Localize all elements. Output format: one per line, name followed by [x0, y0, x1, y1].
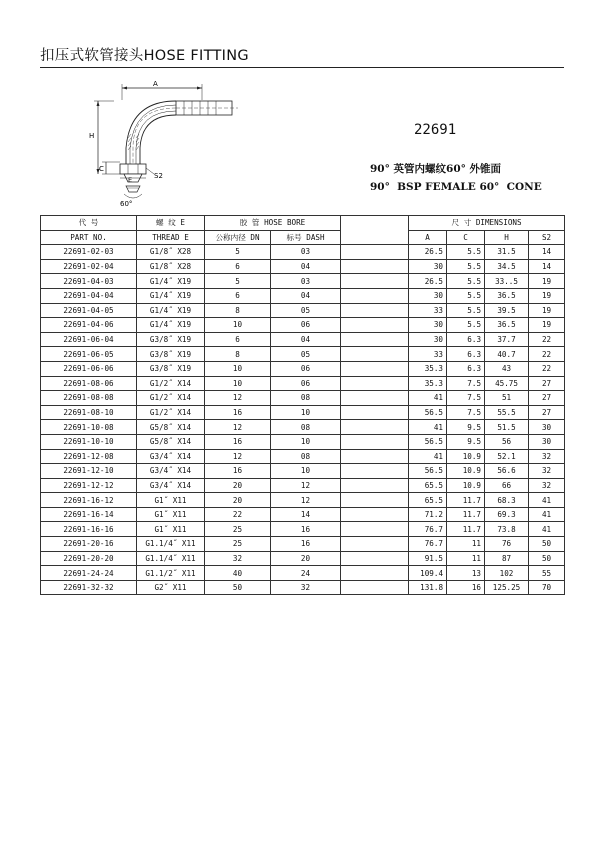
header-row-top: [41, 216, 565, 231]
cell-dash: 06: [271, 361, 341, 376]
cell-thread: G3/8˝ X19: [137, 332, 205, 347]
cell-dim-c: 5.5: [447, 274, 485, 289]
cell-dim-h: 36.5: [485, 318, 529, 333]
cell-dim-c: 11.7: [447, 493, 485, 508]
cell-dim-h: 87: [485, 551, 529, 566]
header-dim-a: A: [409, 230, 447, 245]
cell-dim-a: 56.5: [409, 434, 447, 449]
cell-dim-s2: 22: [529, 332, 565, 347]
cell-dn: 12: [205, 420, 271, 435]
cell-blank: [341, 507, 409, 522]
cell-blank: [341, 434, 409, 449]
cell-dim-a: 30: [409, 288, 447, 303]
document-title: 扣压式软管接头HOSE FITTING: [40, 48, 249, 64]
cell-part-no: 22691-32-32: [41, 580, 137, 595]
cell-part-no: 22691-04-04: [41, 288, 137, 303]
cell-blank: [341, 420, 409, 435]
cell-thread: G1/8˝ X28: [137, 259, 205, 274]
cell-dim-s2: 32: [529, 449, 565, 464]
cell-dim-h: 52.1: [485, 449, 529, 464]
cell-dim-s2: 19: [529, 288, 565, 303]
cell-blank: [341, 332, 409, 347]
cell-dim-h: 36.5: [485, 288, 529, 303]
table-row: [41, 522, 565, 537]
cell-dash: 05: [271, 347, 341, 362]
cell-blank: [341, 464, 409, 479]
cell-dash: 12: [271, 493, 341, 508]
cell-thread: G1/4˝ X19: [137, 318, 205, 333]
fitting-drawing: [84, 78, 244, 208]
cell-part-no: 22691-10-08: [41, 420, 137, 435]
header-part-no: PART NO.: [41, 230, 137, 245]
table-row: [41, 434, 565, 449]
cell-dn: 6: [205, 259, 271, 274]
cell-dash: 08: [271, 449, 341, 464]
cell-blank: [341, 537, 409, 552]
cell-blank: [341, 580, 409, 595]
cell-dim-h: 37.7: [485, 332, 529, 347]
cell-dash: 03: [271, 245, 341, 260]
table-row: [41, 259, 565, 274]
cell-dim-a: 65.5: [409, 493, 447, 508]
cell-blank: [341, 376, 409, 391]
table-row: [41, 420, 565, 435]
cell-dim-c: 5.5: [447, 303, 485, 318]
cell-dim-a: 71.2: [409, 507, 447, 522]
dim-s2-label: S2: [154, 172, 163, 180]
description-chinese: 90° 英管内螺纹60° 外锥面: [370, 163, 502, 175]
cell-dash: 16: [271, 537, 341, 552]
cell-thread: G1/2˝ X14: [137, 405, 205, 420]
table-row: [41, 493, 565, 508]
cell-thread: G1˝ X11: [137, 507, 205, 522]
cell-part-no: 22691-16-14: [41, 507, 137, 522]
dim-e-label: E: [128, 176, 133, 184]
cell-dn: 5: [205, 274, 271, 289]
cell-thread: G1/4˝ X19: [137, 274, 205, 289]
cell-dim-s2: 50: [529, 551, 565, 566]
cell-part-no: 22691-16-12: [41, 493, 137, 508]
cell-dim-h: 69.3: [485, 507, 529, 522]
cell-dash: 06: [271, 376, 341, 391]
header-thread-cn: 螺 纹 E: [137, 216, 205, 231]
cell-dash: 10: [271, 405, 341, 420]
cell-dim-c: 6.3: [447, 332, 485, 347]
header-thread: THREAD E: [137, 230, 205, 245]
table-row: [41, 347, 565, 362]
cell-dn: 20: [205, 478, 271, 493]
cell-dim-a: 26.5: [409, 274, 447, 289]
cell-dim-c: 7.5: [447, 391, 485, 406]
cell-dim-s2: 19: [529, 303, 565, 318]
title-divider: [40, 67, 564, 68]
cell-blank: [341, 566, 409, 581]
cell-dash: 04: [271, 332, 341, 347]
cell-dim-a: 26.5: [409, 245, 447, 260]
cell-dim-c: 10.9: [447, 449, 485, 464]
cell-thread: G2˝ X11: [137, 580, 205, 595]
cell-dim-h: 43: [485, 361, 529, 376]
cell-blank: [341, 288, 409, 303]
header-part-no-cn: 代 号: [41, 216, 137, 231]
cell-part-no: 22691-08-10: [41, 405, 137, 420]
cell-dim-h: 68.3: [485, 493, 529, 508]
cell-dim-c: 9.5: [447, 420, 485, 435]
cell-blank: [341, 303, 409, 318]
cell-thread: G3/4˝ X14: [137, 464, 205, 479]
table-row: [41, 391, 565, 406]
cell-dim-s2: 30: [529, 434, 565, 449]
cell-part-no: 22691-10-10: [41, 434, 137, 449]
table-row: [41, 478, 565, 493]
cell-part-no: 22691-06-06: [41, 361, 137, 376]
cell-dim-a: 56.5: [409, 405, 447, 420]
cell-dash: 04: [271, 259, 341, 274]
cell-part-no: 22691-04-06: [41, 318, 137, 333]
cell-blank: [341, 347, 409, 362]
cell-dim-h: 31.5: [485, 245, 529, 260]
cell-blank: [341, 522, 409, 537]
cell-dim-s2: 41: [529, 522, 565, 537]
cell-dim-a: 109.4: [409, 566, 447, 581]
header-hose-bore: 胶 管 HOSE BORE: [205, 216, 341, 231]
cell-blank: [341, 318, 409, 333]
cell-dim-a: 33: [409, 347, 447, 362]
table-row: [41, 332, 565, 347]
cell-dim-c: 10.9: [447, 478, 485, 493]
cell-dn: 50: [205, 580, 271, 595]
cell-dim-h: 56.6: [485, 464, 529, 479]
cell-dim-s2: 41: [529, 507, 565, 522]
cell-blank: [341, 361, 409, 376]
cell-dim-s2: 32: [529, 478, 565, 493]
cell-thread: G1.1/4˝ X11: [137, 551, 205, 566]
cell-dn: 6: [205, 288, 271, 303]
cell-thread: G1/8˝ X28: [137, 245, 205, 260]
cell-dim-h: 45.75: [485, 376, 529, 391]
cell-dim-c: 5.5: [447, 288, 485, 303]
cell-dim-s2: 27: [529, 405, 565, 420]
cell-dash: 08: [271, 391, 341, 406]
cell-dim-h: 66: [485, 478, 529, 493]
header-dimensions: 尺 寸 DIMENSIONS: [409, 216, 565, 231]
cell-blank: [341, 274, 409, 289]
cell-part-no: 22691-04-05: [41, 303, 137, 318]
cell-part-no: 22691-04-03: [41, 274, 137, 289]
cell-part-no: 22691-16-16: [41, 522, 137, 537]
cell-dim-a: 76.7: [409, 537, 447, 552]
cell-dash: 24: [271, 566, 341, 581]
cell-thread: G1/2˝ X14: [137, 376, 205, 391]
cell-thread: G1/4˝ X19: [137, 288, 205, 303]
cell-dn: 16: [205, 464, 271, 479]
cell-thread: G3/8˝ X19: [137, 347, 205, 362]
cell-thread: G1.1/4˝ X11: [137, 537, 205, 552]
cell-dim-a: 30: [409, 259, 447, 274]
cell-dim-s2: 14: [529, 245, 565, 260]
cell-dn: 32: [205, 551, 271, 566]
cell-dash: 08: [271, 420, 341, 435]
cell-dim-c: 11: [447, 551, 485, 566]
cell-dim-h: 55.5: [485, 405, 529, 420]
dim-h-label: H: [89, 132, 95, 140]
table-row: [41, 303, 565, 318]
cell-part-no: 22691-24-24: [41, 566, 137, 581]
cell-dim-a: 56.5: [409, 464, 447, 479]
cell-dn: 12: [205, 391, 271, 406]
table-row: [41, 245, 565, 260]
cell-thread: G5/8˝ X14: [137, 434, 205, 449]
angle-label: 60°: [120, 200, 133, 208]
table-row: [41, 288, 565, 303]
header-dim-h: H: [485, 230, 529, 245]
cell-dn: 12: [205, 449, 271, 464]
cell-dim-c: 6.3: [447, 347, 485, 362]
cell-dim-c: 5.5: [447, 318, 485, 333]
cell-part-no: 22691-20-16: [41, 537, 137, 552]
dim-c-label: C: [99, 165, 104, 173]
cell-dim-c: 9.5: [447, 434, 485, 449]
table-row: [41, 551, 565, 566]
cell-dn: 10: [205, 376, 271, 391]
cell-part-no: 22691-12-08: [41, 449, 137, 464]
cell-dash: 12: [271, 478, 341, 493]
header-blank: [341, 216, 409, 245]
cell-dim-h: 102: [485, 566, 529, 581]
cell-blank: [341, 245, 409, 260]
cell-dn: 5: [205, 245, 271, 260]
cell-dn: 22: [205, 507, 271, 522]
cell-dim-s2: 32: [529, 464, 565, 479]
cell-dim-a: 30: [409, 318, 447, 333]
spec-table: [40, 215, 565, 595]
cell-dim-c: 7.5: [447, 376, 485, 391]
cell-dim-c: 6.3: [447, 361, 485, 376]
cell-blank: [341, 493, 409, 508]
cell-dn: 8: [205, 347, 271, 362]
cell-dim-s2: 19: [529, 274, 565, 289]
cell-dash: 04: [271, 288, 341, 303]
cell-blank: [341, 551, 409, 566]
cell-dim-a: 41: [409, 391, 447, 406]
cell-dn: 8: [205, 303, 271, 318]
cell-thread: G1˝ X11: [137, 522, 205, 537]
dim-a-label: A: [153, 80, 158, 88]
cell-dim-s2: 41: [529, 493, 565, 508]
table-row: [41, 274, 565, 289]
cell-dash: 14: [271, 507, 341, 522]
cell-dim-h: 73.8: [485, 522, 529, 537]
cell-thread: G3/4˝ X14: [137, 478, 205, 493]
cell-dn: 10: [205, 318, 271, 333]
cell-dim-h: 33..5: [485, 274, 529, 289]
cell-dim-h: 125.25: [485, 580, 529, 595]
cell-thread: G1/4˝ X19: [137, 303, 205, 318]
cell-dim-c: 13: [447, 566, 485, 581]
cell-dim-h: 34.5: [485, 259, 529, 274]
cell-dim-a: 131.8: [409, 580, 447, 595]
cell-dim-c: 11.7: [447, 507, 485, 522]
cell-dim-a: 33: [409, 303, 447, 318]
table-row: [41, 318, 565, 333]
table-row: [41, 537, 565, 552]
cell-dim-a: 35.3: [409, 376, 447, 391]
cell-dim-h: 76: [485, 537, 529, 552]
cell-part-no: 22691-12-10: [41, 464, 137, 479]
cell-dim-s2: 22: [529, 361, 565, 376]
cell-dash: 10: [271, 434, 341, 449]
cell-blank: [341, 391, 409, 406]
cell-dn: 16: [205, 434, 271, 449]
cell-thread: G5/8˝ X14: [137, 420, 205, 435]
cell-dim-c: 16: [447, 580, 485, 595]
cell-dash: 10: [271, 464, 341, 479]
cell-dash: 16: [271, 522, 341, 537]
cell-dim-c: 5.5: [447, 245, 485, 260]
cell-part-no: 22691-08-08: [41, 391, 137, 406]
model-number: 22691: [414, 122, 457, 138]
cell-dim-s2: 30: [529, 420, 565, 435]
cell-thread: G3/4˝ X14: [137, 449, 205, 464]
cell-dn: 20: [205, 493, 271, 508]
cell-dim-s2: 50: [529, 537, 565, 552]
header-dash: 标号 DASH: [271, 230, 341, 245]
cell-dn: 6: [205, 332, 271, 347]
cell-dim-s2: 70: [529, 580, 565, 595]
table-row: [41, 405, 565, 420]
cell-dash: 20: [271, 551, 341, 566]
cell-part-no: 22691-02-03: [41, 245, 137, 260]
cell-dim-s2: 14: [529, 259, 565, 274]
cell-dim-c: 7.5: [447, 405, 485, 420]
cell-dim-a: 76.7: [409, 522, 447, 537]
cell-part-no: 22691-12-12: [41, 478, 137, 493]
cell-dim-h: 39.5: [485, 303, 529, 318]
cell-dim-a: 65.5: [409, 478, 447, 493]
table-row: [41, 464, 565, 479]
cell-dim-c: 5.5: [447, 259, 485, 274]
spec-table-body: [41, 245, 565, 595]
cell-dim-c: 11: [447, 537, 485, 552]
cell-dash: 05: [271, 303, 341, 318]
cell-dim-a: 91.5: [409, 551, 447, 566]
cell-dim-h: 51.5: [485, 420, 529, 435]
cell-part-no: 22691-08-06: [41, 376, 137, 391]
cell-dash: 06: [271, 318, 341, 333]
cell-part-no: 22691-02-04: [41, 259, 137, 274]
cell-blank: [341, 259, 409, 274]
cell-dim-a: 35.3: [409, 361, 447, 376]
header-dim-s2: S2: [529, 230, 565, 245]
header-dn: 公称内径 DN: [205, 230, 271, 245]
cell-dim-s2: 19: [529, 318, 565, 333]
cell-dn: 16: [205, 405, 271, 420]
header-dim-c: C: [447, 230, 485, 245]
cell-dim-s2: 27: [529, 391, 565, 406]
cell-blank: [341, 405, 409, 420]
cell-thread: G3/8˝ X19: [137, 361, 205, 376]
cell-dim-c: 10.9: [447, 464, 485, 479]
cell-part-no: 22691-06-05: [41, 347, 137, 362]
cell-dim-h: 51: [485, 391, 529, 406]
cell-dn: 40: [205, 566, 271, 581]
table-row: [41, 580, 565, 595]
cell-part-no: 22691-20-20: [41, 551, 137, 566]
cell-thread: G1˝ X11: [137, 493, 205, 508]
cell-dim-s2: 22: [529, 347, 565, 362]
cell-dash: 32: [271, 580, 341, 595]
table-row: [41, 507, 565, 522]
table-row: [41, 376, 565, 391]
table-row: [41, 361, 565, 376]
table-row: [41, 449, 565, 464]
cell-dim-h: 40.7: [485, 347, 529, 362]
cell-dn: 25: [205, 522, 271, 537]
table-row: [41, 566, 565, 581]
cell-dn: 10: [205, 361, 271, 376]
cell-thread: G1/2˝ X14: [137, 391, 205, 406]
cell-dn: 25: [205, 537, 271, 552]
cell-dim-a: 41: [409, 420, 447, 435]
cell-dim-a: 41: [409, 449, 447, 464]
cell-thread: G1.1/2˝ X11: [137, 566, 205, 581]
header-row-sub: [41, 230, 565, 245]
cell-blank: [341, 478, 409, 493]
cell-dim-s2: 55: [529, 566, 565, 581]
cell-part-no: 22691-06-04: [41, 332, 137, 347]
description-english: 90° BSP FEMALE 60° CONE: [370, 181, 542, 193]
cell-blank: [341, 449, 409, 464]
cell-dim-a: 30: [409, 332, 447, 347]
cell-dim-s2: 27: [529, 376, 565, 391]
cell-dim-h: 56: [485, 434, 529, 449]
cell-dim-c: 11.7: [447, 522, 485, 537]
cell-dash: 03: [271, 274, 341, 289]
